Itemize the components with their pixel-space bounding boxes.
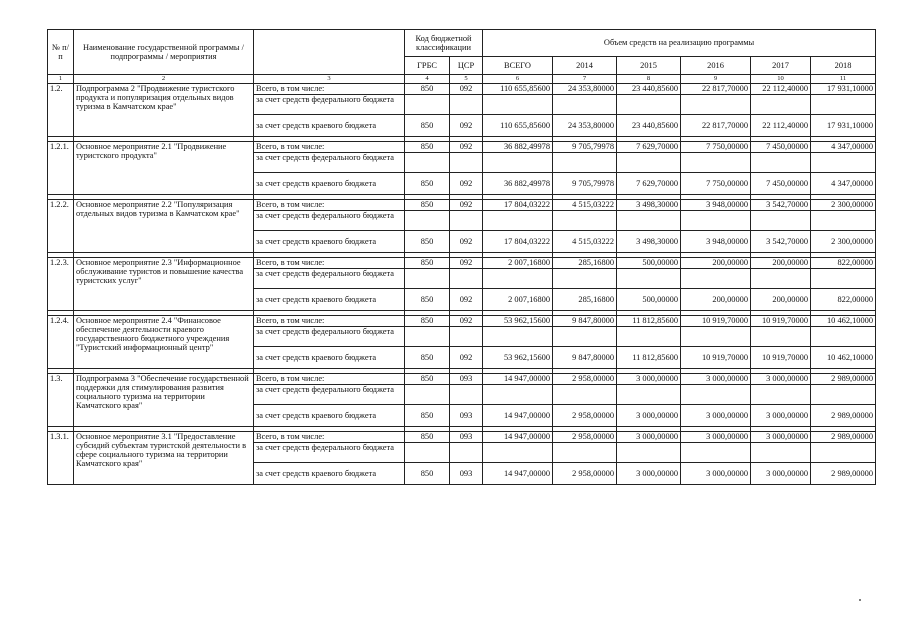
empty-cell bbox=[751, 443, 811, 463]
amount-total: 10 462,10000 bbox=[811, 316, 876, 327]
source-federal-label: за счет средств федерального бюджета bbox=[254, 95, 405, 115]
row-number: 1.2.2. bbox=[48, 200, 74, 253]
amount-total: 11 812,85600 bbox=[617, 316, 681, 327]
empty-cell bbox=[553, 153, 617, 173]
empty-cell bbox=[405, 211, 450, 231]
header-name: Наименование государственной программы / подпрограммы / мероприятия bbox=[74, 30, 254, 75]
empty-cell bbox=[553, 269, 617, 289]
amount-regional: 36 882,49978 bbox=[483, 173, 553, 195]
amount-regional: 9 847,80000 bbox=[553, 347, 617, 369]
empty-cell bbox=[405, 443, 450, 463]
amount-total: 53 962,15600 bbox=[483, 316, 553, 327]
amount-regional: 2 958,00000 bbox=[553, 463, 617, 485]
csr-code: 093 bbox=[450, 405, 483, 427]
grbs-code: 850 bbox=[405, 432, 450, 443]
amount-regional: 2 300,00000 bbox=[811, 231, 876, 253]
amount-regional: 110 655,85600 bbox=[483, 115, 553, 137]
empty-cell bbox=[751, 327, 811, 347]
amount-total: 7 629,70000 bbox=[617, 142, 681, 153]
amount-regional: 2 958,00000 bbox=[553, 405, 617, 427]
amount-regional: 2 989,00000 bbox=[811, 405, 876, 427]
source-regional-label: за счет средств краевого бюджета bbox=[254, 115, 405, 137]
amount-regional: 3 000,00000 bbox=[751, 463, 811, 485]
empty-cell bbox=[751, 385, 811, 405]
empty-cell bbox=[751, 153, 811, 173]
amount-total: 7 750,00000 bbox=[681, 142, 751, 153]
amount-regional: 285,16800 bbox=[553, 289, 617, 311]
empty-cell bbox=[617, 269, 681, 289]
csr-code: 093 bbox=[450, 463, 483, 485]
empty-cell bbox=[681, 95, 751, 115]
empty-cell bbox=[483, 269, 553, 289]
source-federal-label: за счет средств федерального бюджета bbox=[254, 327, 405, 347]
empty-cell bbox=[811, 443, 876, 463]
column-number: 10 bbox=[751, 75, 811, 84]
row-number: 1.2.1. bbox=[48, 142, 74, 195]
empty-cell bbox=[617, 95, 681, 115]
source-regional-label: за счет средств краевого бюджета bbox=[254, 347, 405, 369]
empty-cell bbox=[811, 269, 876, 289]
budget-table bbox=[47, 29, 876, 485]
amount-regional: 10 919,70000 bbox=[751, 347, 811, 369]
amount-regional: 11 812,85600 bbox=[617, 347, 681, 369]
empty-cell bbox=[681, 269, 751, 289]
table-row bbox=[48, 432, 876, 443]
amount-total: 14 947,00000 bbox=[483, 374, 553, 385]
amount-total: 3 498,30000 bbox=[617, 200, 681, 211]
amount-total: 285,16800 bbox=[553, 258, 617, 269]
source-regional-label: за счет средств краевого бюджета bbox=[254, 231, 405, 253]
column-number: 7 bbox=[553, 75, 617, 84]
amount-regional: 500,00000 bbox=[617, 289, 681, 311]
amount-total: 9 847,80000 bbox=[553, 316, 617, 327]
column-number: 2 bbox=[74, 75, 254, 84]
csr-code: 093 bbox=[450, 432, 483, 443]
source-total-label: Всего, в том числе: bbox=[254, 84, 405, 95]
grbs-code: 850 bbox=[405, 200, 450, 211]
amount-total: 2 300,00000 bbox=[811, 200, 876, 211]
amount-total: 22 112,40000 bbox=[751, 84, 811, 95]
row-number: 1.2. bbox=[48, 84, 74, 137]
empty-cell bbox=[751, 95, 811, 115]
amount-total: 3 542,70000 bbox=[751, 200, 811, 211]
amount-total: 4 515,03222 bbox=[553, 200, 617, 211]
source-federal-label: за счет средств федерального бюджета bbox=[254, 385, 405, 405]
amount-total: 200,00000 bbox=[681, 258, 751, 269]
empty-cell bbox=[483, 443, 553, 463]
amount-regional: 3 542,70000 bbox=[751, 231, 811, 253]
source-total-label: Всего, в том числе: bbox=[254, 316, 405, 327]
empty-cell bbox=[405, 269, 450, 289]
grbs-code: 850 bbox=[405, 258, 450, 269]
program-name: Подпрограмма 3 "Обеспечение государственной поддержки для стимулирования развития социального туризма на территории Камчатского края" bbox=[74, 374, 254, 427]
column-number: 3 bbox=[254, 75, 405, 84]
amount-regional: 200,00000 bbox=[751, 289, 811, 311]
amount-regional: 3 000,00000 bbox=[681, 405, 751, 427]
empty-cell bbox=[405, 385, 450, 405]
csr-code: 092 bbox=[450, 142, 483, 153]
header-code-group: Код бюджетной классификации bbox=[405, 30, 483, 57]
amount-total: 9 705,79978 bbox=[553, 142, 617, 153]
grbs-code: 850 bbox=[405, 316, 450, 327]
empty-cell bbox=[483, 153, 553, 173]
empty-cell bbox=[681, 153, 751, 173]
empty-cell bbox=[617, 443, 681, 463]
amount-total: 3 000,00000 bbox=[681, 374, 751, 385]
grbs-code: 850 bbox=[405, 374, 450, 385]
amount-total: 2 958,00000 bbox=[553, 374, 617, 385]
csr-code: 092 bbox=[450, 289, 483, 311]
header-row-top bbox=[48, 30, 876, 57]
amount-total: 23 440,85600 bbox=[617, 84, 681, 95]
amount-regional: 17 931,10000 bbox=[811, 115, 876, 137]
empty-cell bbox=[450, 153, 483, 173]
amount-regional: 2 989,00000 bbox=[811, 463, 876, 485]
column-number: 8 bbox=[617, 75, 681, 84]
amount-regional: 24 353,80000 bbox=[553, 115, 617, 137]
table-row bbox=[48, 374, 876, 385]
amount-regional: 10 919,70000 bbox=[681, 347, 751, 369]
header-grbs: ГРБС bbox=[405, 57, 450, 75]
program-name: Основное мероприятие 2.4 "Финансовое обеспечение деятельности краевого государственного бюджетного учреждения "Туристский информационный центр" bbox=[74, 316, 254, 369]
amount-total: 10 919,70000 bbox=[681, 316, 751, 327]
amount-total: 17 804,03222 bbox=[483, 200, 553, 211]
empty-cell bbox=[483, 327, 553, 347]
table-row bbox=[48, 258, 876, 269]
amount-total: 2 007,16800 bbox=[483, 258, 553, 269]
csr-code: 092 bbox=[450, 316, 483, 327]
amount-regional: 10 462,10000 bbox=[811, 347, 876, 369]
empty-cell bbox=[681, 385, 751, 405]
empty-cell bbox=[811, 153, 876, 173]
program-name: Основное мероприятие 2.2 "Популяризация отдельных видов туризма в Камчатском крае" bbox=[74, 200, 254, 253]
grbs-code: 850 bbox=[405, 115, 450, 137]
row-number: 1.3. bbox=[48, 374, 74, 427]
csr-code: 092 bbox=[450, 258, 483, 269]
empty-cell bbox=[811, 385, 876, 405]
amount-total: 2 958,00000 bbox=[553, 432, 617, 443]
empty-cell bbox=[617, 153, 681, 173]
empty-cell bbox=[751, 269, 811, 289]
csr-code: 092 bbox=[450, 173, 483, 195]
empty-cell bbox=[405, 95, 450, 115]
empty-cell bbox=[450, 443, 483, 463]
amount-regional: 14 947,00000 bbox=[483, 463, 553, 485]
empty-cell bbox=[450, 385, 483, 405]
table-row bbox=[48, 316, 876, 327]
grbs-code: 850 bbox=[405, 289, 450, 311]
program-name: Подпрограмма 2 "Продвижение туристского продукта и популяризация отдельных видов туризма в Камчатском крае" bbox=[74, 84, 254, 137]
column-number-row bbox=[48, 75, 876, 84]
amount-regional: 3 000,00000 bbox=[751, 405, 811, 427]
empty-cell bbox=[450, 327, 483, 347]
amount-regional: 3 000,00000 bbox=[617, 405, 681, 427]
table-body bbox=[48, 30, 876, 485]
source-federal-label: за счет средств федерального бюджета bbox=[254, 211, 405, 231]
amount-regional: 23 440,85600 bbox=[617, 115, 681, 137]
amount-total: 2 989,00000 bbox=[811, 374, 876, 385]
header-year-2017: 2017 bbox=[751, 57, 811, 75]
amount-total: 24 353,80000 bbox=[553, 84, 617, 95]
amount-regional: 14 947,00000 bbox=[483, 405, 553, 427]
column-number: 6 bbox=[483, 75, 553, 84]
amount-total: 7 450,00000 bbox=[751, 142, 811, 153]
amount-regional: 53 962,15600 bbox=[483, 347, 553, 369]
header-year-2018: 2018 bbox=[811, 57, 876, 75]
table-row bbox=[48, 200, 876, 211]
header-volume-group: Объем средств на реализацию программы bbox=[483, 30, 876, 57]
row-number: 1.2.3. bbox=[48, 258, 74, 311]
empty-cell bbox=[553, 211, 617, 231]
amount-total: 3 000,00000 bbox=[751, 432, 811, 443]
amount-total: 3 000,00000 bbox=[617, 432, 681, 443]
csr-code: 092 bbox=[450, 231, 483, 253]
csr-code: 092 bbox=[450, 115, 483, 137]
empty-cell bbox=[553, 327, 617, 347]
empty-cell bbox=[811, 211, 876, 231]
amount-total: 3 948,00000 bbox=[681, 200, 751, 211]
header-year-2016: 2016 bbox=[681, 57, 751, 75]
amount-regional: 7 450,00000 bbox=[751, 173, 811, 195]
grbs-code: 850 bbox=[405, 142, 450, 153]
empty-cell bbox=[811, 327, 876, 347]
source-federal-label: за счет средств федерального бюджета bbox=[254, 153, 405, 173]
row-number: 1.3.1. bbox=[48, 432, 74, 485]
amount-regional: 3 000,00000 bbox=[681, 463, 751, 485]
empty-cell bbox=[553, 95, 617, 115]
empty-cell bbox=[811, 95, 876, 115]
empty-cell bbox=[617, 327, 681, 347]
empty-cell bbox=[751, 211, 811, 231]
amount-total: 22 817,70000 bbox=[681, 84, 751, 95]
empty-cell bbox=[450, 95, 483, 115]
amount-total: 10 919,70000 bbox=[751, 316, 811, 327]
column-number: 1 bbox=[48, 75, 74, 84]
header-year-2015: 2015 bbox=[617, 57, 681, 75]
source-total-label: Всего, в том числе: bbox=[254, 200, 405, 211]
grbs-code: 850 bbox=[405, 231, 450, 253]
amount-regional: 3 948,00000 bbox=[681, 231, 751, 253]
amount-total: 3 000,00000 bbox=[617, 374, 681, 385]
empty-cell bbox=[617, 211, 681, 231]
amount-regional: 22 817,70000 bbox=[681, 115, 751, 137]
empty-cell bbox=[450, 269, 483, 289]
amount-regional: 3 000,00000 bbox=[617, 463, 681, 485]
amount-total: 110 655,85600 bbox=[483, 84, 553, 95]
header-num: № п/п bbox=[48, 30, 74, 75]
grbs-code: 850 bbox=[405, 84, 450, 95]
amount-regional: 17 804,03222 bbox=[483, 231, 553, 253]
header-source bbox=[254, 30, 405, 75]
empty-cell bbox=[450, 211, 483, 231]
source-total-label: Всего, в том числе: bbox=[254, 374, 405, 385]
empty-cell bbox=[681, 211, 751, 231]
empty-cell bbox=[553, 385, 617, 405]
empty-cell bbox=[483, 211, 553, 231]
empty-cell bbox=[405, 327, 450, 347]
csr-code: 092 bbox=[450, 347, 483, 369]
empty-cell bbox=[483, 385, 553, 405]
amount-regional: 9 705,79978 bbox=[553, 173, 617, 195]
empty-cell bbox=[617, 385, 681, 405]
column-number: 5 bbox=[450, 75, 483, 84]
amount-total: 200,00000 bbox=[751, 258, 811, 269]
csr-code: 093 bbox=[450, 374, 483, 385]
source-regional-label: за счет средств краевого бюджета bbox=[254, 405, 405, 427]
header-total: ВСЕГО bbox=[483, 57, 553, 75]
empty-cell bbox=[405, 153, 450, 173]
column-number: 4 bbox=[405, 75, 450, 84]
amount-total: 17 931,10000 bbox=[811, 84, 876, 95]
amount-regional: 4 515,03222 bbox=[553, 231, 617, 253]
table-row bbox=[48, 142, 876, 153]
amount-regional: 2 007,16800 bbox=[483, 289, 553, 311]
amount-regional: 200,00000 bbox=[681, 289, 751, 311]
amount-total: 2 989,00000 bbox=[811, 432, 876, 443]
amount-total: 3 000,00000 bbox=[751, 374, 811, 385]
amount-regional: 7 750,00000 bbox=[681, 173, 751, 195]
program-name: Основное мероприятие 2.1 "Продвижение туристского продукта" bbox=[74, 142, 254, 195]
amount-total: 14 947,00000 bbox=[483, 432, 553, 443]
source-total-label: Всего, в том числе: bbox=[254, 432, 405, 443]
program-name: Основное мероприятие 2.3 "Информационное обслуживание туристов и повышение качества туристских услуг" bbox=[74, 258, 254, 311]
amount-total: 500,00000 bbox=[617, 258, 681, 269]
csr-code: 092 bbox=[450, 84, 483, 95]
column-number: 11 bbox=[811, 75, 876, 84]
amount-regional: 822,00000 bbox=[811, 289, 876, 311]
empty-cell bbox=[681, 327, 751, 347]
amount-total: 3 000,00000 bbox=[681, 432, 751, 443]
row-number: 1.2.4. bbox=[48, 316, 74, 369]
empty-cell bbox=[681, 443, 751, 463]
column-number: 9 bbox=[681, 75, 751, 84]
source-total-label: Всего, в том числе: bbox=[254, 258, 405, 269]
amount-regional: 7 629,70000 bbox=[617, 173, 681, 195]
program-name: Основное мероприятие 3.1 "Предоставление субсидий субъектам туристской деятельности в сфере социального туризма на территории Камчатского края" bbox=[74, 432, 254, 485]
grbs-code: 850 bbox=[405, 173, 450, 195]
amount-total: 822,00000 bbox=[811, 258, 876, 269]
source-regional-label: за счет средств краевого бюджета bbox=[254, 289, 405, 311]
amount-regional: 4 347,00000 bbox=[811, 173, 876, 195]
amount-total: 36 882,49978 bbox=[483, 142, 553, 153]
source-regional-label: за счет средств краевого бюджета bbox=[254, 173, 405, 195]
source-federal-label: за счет средств федерального бюджета bbox=[254, 443, 405, 463]
amount-regional: 22 112,40000 bbox=[751, 115, 811, 137]
source-federal-label: за счет средств федерального бюджета bbox=[254, 269, 405, 289]
header-csr: ЦСР bbox=[450, 57, 483, 75]
grbs-code: 850 bbox=[405, 405, 450, 427]
document-page bbox=[47, 29, 876, 485]
empty-cell bbox=[553, 443, 617, 463]
source-total-label: Всего, в том числе: bbox=[254, 142, 405, 153]
scan-speck bbox=[859, 599, 861, 601]
grbs-code: 850 bbox=[405, 463, 450, 485]
amount-total: 4 347,00000 bbox=[811, 142, 876, 153]
table-row bbox=[48, 84, 876, 95]
amount-regional: 3 498,30000 bbox=[617, 231, 681, 253]
source-regional-label: за счет средств краевого бюджета bbox=[254, 463, 405, 485]
empty-cell bbox=[483, 95, 553, 115]
grbs-code: 850 bbox=[405, 347, 450, 369]
header-year-2014: 2014 bbox=[553, 57, 617, 75]
csr-code: 092 bbox=[450, 200, 483, 211]
